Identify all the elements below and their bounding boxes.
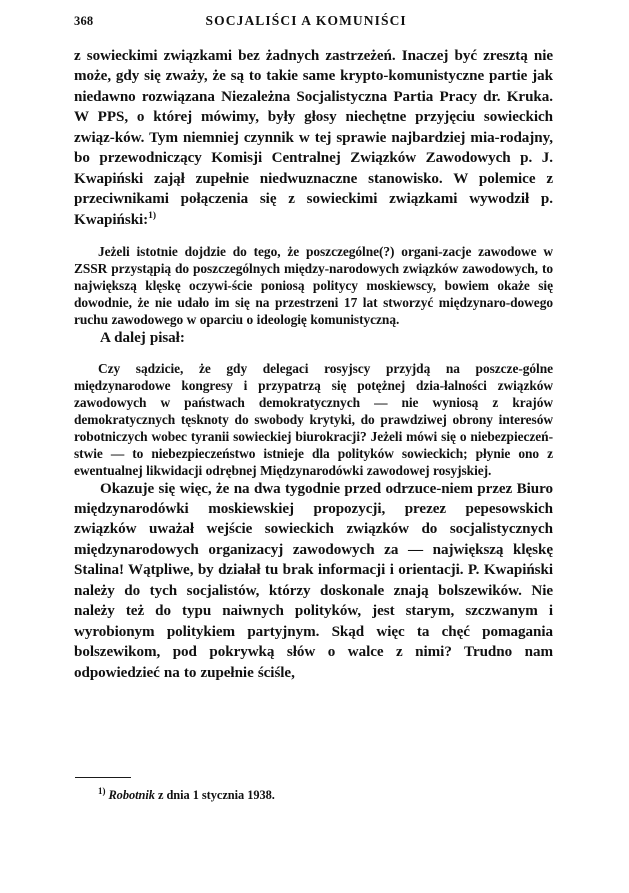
paragraph-text: z sowieckimi związkami bez żadnych zastrzeżeń. Inaczej być zresztą nie może, gdy się zważy, że są to takie same krypto-komunistyczne partie jak niedawno rozwiązana Niezależna Socjalistyczna Partia Pracy dr. Kruka. W PPS, o której mówimy, były głosy niechętne przyjęciu sowieckich związ-ków. Tym niemniej czynnik w tej sprawie najbardziej mia-rodajny, bo przewodniczący Komisji Centralnej Związków Zawodowych p. J. Kwapiński zajął zupełnie niedwuznaczne stanowisko. W polemice z przeciwnikami połączenia się z sowieckimi związkami wywodził p. Kwapiński: <box>74 48 553 228</box>
lead-in-line: A dalej pisał: <box>100 330 185 347</box>
footnote-source-detail: z dnia 1 stycznia 1938. <box>154 788 275 802</box>
block-quote-first: Jeżeli istotnie dojdzie do tego, że poszczególne(?) organi-zacje zawodowe w ZSSR przystąpią do poszczególnych między-narodowych związków zawodowych, to największą klęskę oczywi-ście poniosą politycy moskiewscy, bowiem okaże się dowodnie, że nie udało im się na przestrzeni 17 lat stworzyć międzynaro-dowego ruchu zawodowego w oparciu o ideologię komunistyczną. <box>74 244 553 328</box>
footnote-area <box>74 777 553 803</box>
footnote-marker: 1) <box>98 785 106 796</box>
running-title: SOCJALIŚCI A KOMUNIŚCI <box>205 13 407 28</box>
closing-paragraph: Okazuje się więc, że na dwa tygodnie przed odrzuce-niem przez Biuro międzynarodówki moskiewskiej propozycji, prezez pepesowskich związków uważał wejście sowieckich związków do socjalistycznych międzynarodowych organizacyj zawodowych za — największą klęskę Stalina! Wątpliwe, by działał tu brak informacji i orientacji. P. Kwapiński należy do tych socjalistów, którzy doskonale znają bolszewików. Nie należy też do typu naiwnych polityków, jest starym, szczwanym i wyrobionym politykiem partyjnym. Skąd więc ta chęć pomagania bolszewikom, pod pokrywką słów o walce z nimi? Trudno nam odpowiedzieć na to zupełnie ściśle, <box>74 480 553 681</box>
block-quote-second: Czy sądzicie, że gdy delegaci rosyjscy przyjdą na poszcze-gólne międzynarodowe kongresy i przypatrzą się potężnej dzia-łalności związków zawodowych w państwach demokratycznych — nie wyniosą z krajów demokratycznych tęsknoty do swobody krytyki, do prawdziwej obrony interesów robotniczych wobec tyranii sowieckiej biurokracji? Jeżeli mówi się o niebezpieczeń-stwie — to niebezpieczeństwo istnieje dla polityków sowieckich; płynie ono z ewentualnej likwidacji odrębnej Międzynarodówki zawodowej rosyjskiej. <box>74 360 553 478</box>
footnote-separator-rule <box>75 777 131 778</box>
text-column <box>74 46 553 683</box>
page-number: 368 <box>74 14 94 28</box>
running-head <box>74 14 553 34</box>
footnote-source-title: Robotnik <box>108 788 155 802</box>
footnote-reference: 1) <box>148 210 156 221</box>
paragraph-continuation <box>74 46 553 230</box>
footnote-entry <box>74 787 553 803</box>
